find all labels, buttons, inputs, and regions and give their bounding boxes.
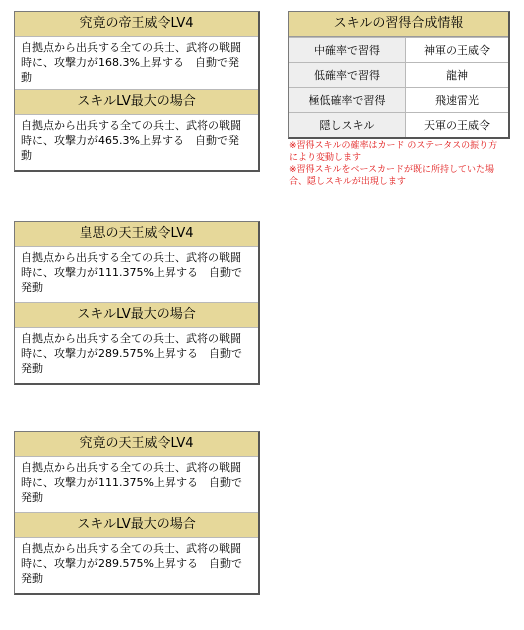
skill-card (14, 221, 260, 385)
skill-max-description: 自拠点から出兵する全ての兵士、武将の戦闘 時に、攻撃力が465.3%上昇する 自動で発 動 (21, 119, 241, 162)
skill-max-description: 自拠点から出兵する全ての兵士、武将の戦闘 時に、攻撃力が289.575%上昇する 自動で 発動 (21, 332, 242, 375)
skill-title: 皇思の天王威令LV4 (15, 222, 258, 247)
skill-name-link[interactable]: 神軍の王威令 (406, 38, 509, 63)
skill-description: 自拠点から出兵する全ての兵士、武将の戦闘 時に、攻撃力が168.3%上昇する 自動で発 動 (15, 37, 258, 90)
probability-label: 極低確率で習得 (289, 88, 406, 113)
synthesis-info-title: スキルの習得合成情報 (289, 12, 508, 37)
skill-title: 究竟の天王威令LV4 (15, 432, 258, 457)
table-row (289, 38, 508, 63)
skill-max-description: 自拠点から出兵する全ての兵士、武将の戦闘 時に、攻撃力が289.575%上昇する 自動で 発動 (21, 542, 242, 585)
synthesis-table (289, 37, 508, 137)
skill-description: 自拠点から出兵する全ての兵士、武将の戦闘 時に、攻撃力が111.375%上昇する 自動で 発動 (15, 457, 258, 513)
probability-label: 隠しスキル (289, 113, 406, 138)
table-row (289, 63, 508, 88)
synthesis-note: ※習得スキルの確率はカード のステータスの振り方 により変動します ※習得スキルをベースカードが既に所持していた場 合、隠しスキルが出現します (289, 141, 498, 187)
skill-name-link[interactable]: 飛速雷光 (406, 88, 509, 113)
skill-title: 究竟の帝王威令LV4 (15, 12, 258, 37)
table-row (289, 88, 508, 113)
skill-card (14, 431, 260, 595)
skill-name-link[interactable]: 天軍の王威令 (406, 113, 509, 138)
skill-max-title: スキルLV最大の場合 (15, 303, 258, 328)
skill-card (14, 11, 260, 172)
probability-label: 中確率で習得 (289, 38, 406, 63)
probability-label: 低確率で習得 (289, 63, 406, 88)
table-row (289, 113, 508, 138)
skill-max-title: スキルLV最大の場合 (15, 90, 258, 115)
skill-max-title: スキルLV最大の場合 (15, 513, 258, 538)
skill-name-link[interactable]: 龍神 (406, 63, 509, 88)
skill-description: 自拠点から出兵する全ての兵士、武将の戦闘 時に、攻撃力が111.375%上昇する 自動で 発動 (15, 247, 258, 303)
synthesis-info-table (288, 11, 510, 139)
